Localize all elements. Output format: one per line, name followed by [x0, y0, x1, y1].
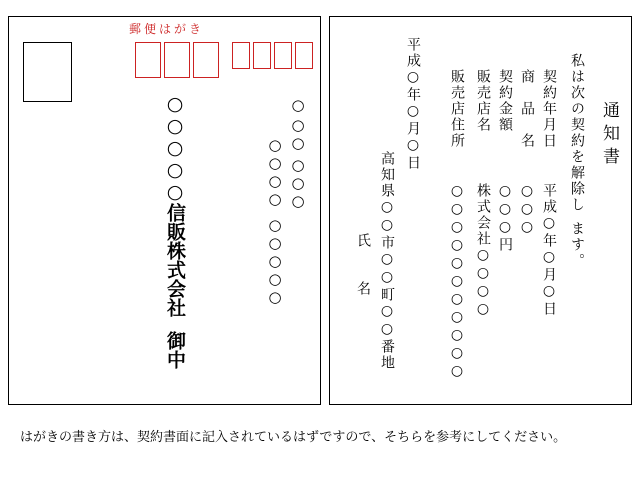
address-line-2: ○○ — [289, 116, 307, 152]
product-value: ○○○ — [519, 183, 535, 237]
contract-date-label: 契約年月日 — [541, 69, 557, 149]
amount-label: 契約金額 — [497, 69, 513, 133]
postcard-front — [8, 16, 321, 405]
amount-value: ○○○円 — [497, 183, 513, 253]
shop-address-label: 販売店住所 — [449, 69, 465, 149]
notice-date: 平成○年○月○日 — [405, 37, 421, 171]
zip-box-7 — [295, 42, 313, 69]
product-label: 商 品 名 — [519, 69, 535, 149]
instruction-caption: はがきの書き方は、契約書面に記入されているはずですので、そちらを参考にしてください。 — [20, 430, 567, 445]
postcard-back — [329, 16, 632, 405]
address-line-1: ○ — [289, 96, 307, 114]
zip-box-1 — [135, 42, 161, 78]
recipient-name: ○○○○○信販株式会社 — [164, 93, 186, 317]
zip-box-4 — [232, 42, 250, 69]
shop-label: 販売店名 — [475, 69, 491, 133]
honorific: 御中 — [164, 331, 186, 369]
address-line-3: ○○○ — [289, 156, 307, 210]
zip-box-3 — [193, 42, 219, 78]
zip-box-2 — [164, 42, 190, 78]
contract-date-value: 平成○年○月○日 — [541, 183, 557, 317]
intro-line-2: ます。 — [569, 221, 585, 269]
sender-name-label: 氏 名 — [355, 233, 371, 297]
postal-label: 郵便はがき — [129, 22, 205, 36]
stamp-box — [23, 42, 72, 102]
address-line-5: ○○○○○ — [266, 216, 284, 306]
notice-title: 通知書 — [599, 101, 619, 170]
shop-value: 株式会社○○○○ — [475, 183, 491, 319]
zip-box-5 — [253, 42, 271, 69]
address-line-4: ○○○○ — [266, 136, 284, 208]
zip-box-6 — [274, 42, 292, 69]
sender-address: 高知県○○市○○町○○番地 — [379, 151, 395, 371]
intro-line-1: 私は次の契約を解除し — [569, 53, 585, 213]
shop-address-value: ○○○○○○○○○○○ — [449, 183, 465, 381]
